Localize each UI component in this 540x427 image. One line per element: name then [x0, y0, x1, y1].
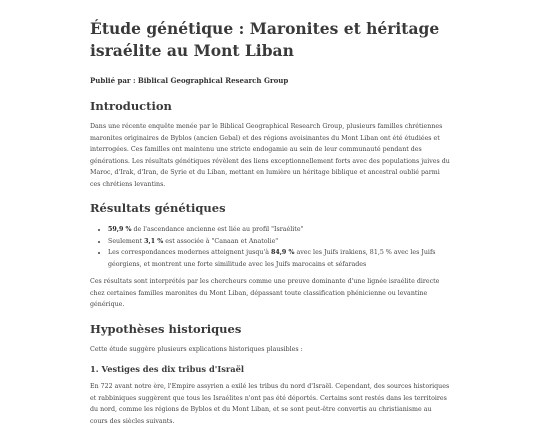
results-paragraph: Ces résultats sont interprétés par les chercheurs comme une preuve dominante d'une lignée israélite directe chez certaines familles maronites du Mont Liban, dépassant toute classification phénicienne ou levantine générique. [90, 278, 440, 308]
byline [90, 76, 450, 86]
list-item [108, 247, 450, 270]
result-prefix: Seulement [108, 237, 145, 245]
section-heading-introduction: Introduction [90, 99, 172, 113]
results-list [90, 224, 450, 270]
subsection-heading-ten-tribes: 1. Vestiges des dix tribus d'Israël [90, 364, 245, 374]
article [90, 18, 450, 427]
result-value: 84,9 % [270, 249, 295, 256]
list-item [108, 236, 450, 248]
section-heading-hypotheses: Hypothèses historiques [90, 321, 242, 336]
list-item [108, 224, 450, 236]
byline-label: Publié par : [90, 76, 136, 85]
article-title: Étude génétique : Maronites et héritage israélite au Mont Liban [90, 19, 440, 60]
hypotheses-paragraph: Cette étude suggère plusieurs explications historiques plausibles : [90, 345, 303, 353]
result-prefix: Les correspondances modernes atteignent jusqu'à [108, 249, 271, 256]
result-value: 59,9 % [108, 226, 132, 233]
result-text: est associée à "Canaan et Anatolie" [163, 237, 279, 245]
result-text: de l'ascendance ancienne est liée au profil "Israélite" [131, 226, 304, 233]
ten-tribes-paragraph: En 722 avant notre ère, l'Empire assyrien a exilé les tribus du nord d'Israël. Cependant, des sources historiques et rabbiniques suggèrent que tous les Israélites n'ont pas été déportés. Certains sont restés dans les territoires du nord, comme les régions de Byblos et du Mont Liban, et se sont peut-être convertis au christianisme au cours des siècles suivants. [90, 383, 450, 425]
introduction-paragraph: Dans une récente enquête menée par le Biblical Geographical Research Group, plusieurs familles chrétiennes maronites originaires de Byblos (ancien Gebal) et des régions avoisinantes du Mont Liban ont été étudiées et interrogées. Ces familles ont maintenu une stricte endogamie au sein de leur communauté pendant des générations. Les résultats génétiques révèlent des liens exceptionnellement forts avec des populations juives du Maroc, d'Irak, d'Iran, de Syrie et du Liban, mettant en lumière un héritage biblique et ancestral oublié parmi ces chrétiens levantins. [90, 123, 450, 188]
byline-publisher: Biblical Geographical Research Group [137, 76, 289, 85]
result-text: avec les Juifs irakiens, 81,5 % avec les Juifs géorgiens, et montrent une forte similitude avec les Juifs marocains et séfarades [108, 249, 436, 268]
section-heading-results: Résultats génétiques [90, 201, 226, 215]
result-value: 3,1 % [144, 237, 164, 245]
